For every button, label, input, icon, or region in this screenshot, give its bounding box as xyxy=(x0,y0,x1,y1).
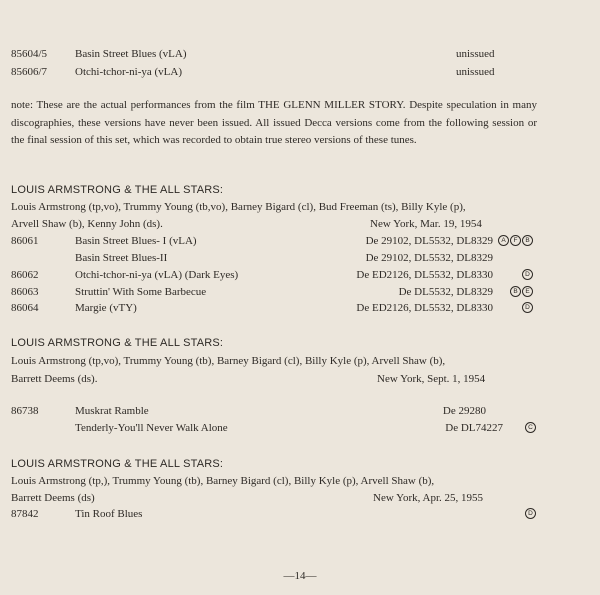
track-title: Struttin' With Some Barbecue xyxy=(75,286,207,298)
track-title: Tin Roof Blues xyxy=(75,508,143,520)
reissue-mark: D xyxy=(525,508,536,519)
personnel: Louis Armstrong (tp,vo), Trummy Young (tb), Barney Bigard (cl), Billy Kyle (p), Arvell Shaw (b), xyxy=(11,355,446,367)
issue-numbers: De DL74227 xyxy=(445,422,503,434)
reissue-marks xyxy=(509,285,533,298)
track-title: Basin Street Blues (vLA) xyxy=(75,48,187,60)
personnel: Louis Armstrong (tp,vo), Trummy Young (tb,vo), Barney Bigard (cl), Bud Freeman (ts), Billy Kyle (p), xyxy=(11,201,466,213)
reissue-marks xyxy=(524,421,536,434)
issue-numbers: De ED2126, DL5532, DL8330 xyxy=(356,269,493,281)
issue-numbers: De 29102, DL5532, DL8329 xyxy=(365,235,493,247)
track-title: Muskrat Ramble xyxy=(75,405,149,417)
matrix-number: 86061 xyxy=(11,235,39,247)
session-title: LOUIS ARMSTRONG & THE ALL STARS: xyxy=(11,337,224,349)
track-title: Basin Street Blues-II xyxy=(75,252,168,264)
issue-numbers: De ED2126, DL5532, DL8330 xyxy=(356,302,493,314)
matrix-number: 87842 xyxy=(11,508,39,520)
issue-status: unissued xyxy=(456,66,495,78)
personnel: Barrett Deems (ds) xyxy=(11,492,95,504)
track-title: Otchi-tchor-ni-ya (vLA) xyxy=(75,66,182,78)
place-date: New York, Apr. 25, 1955 xyxy=(373,492,484,504)
matrix-number: 86738 xyxy=(11,405,39,417)
reissue-mark: C xyxy=(525,422,536,433)
matrix-number: 86063 xyxy=(11,286,39,298)
reissue-mark: D xyxy=(522,302,533,313)
page-number: —14— xyxy=(283,570,317,582)
issue-status: unissued xyxy=(456,48,495,60)
place-date: New York, Mar. 19, 1954 xyxy=(370,218,482,230)
reissue-marks xyxy=(521,268,533,281)
issue-numbers: De 29102, DL5532, DL8329 xyxy=(365,252,493,264)
session-title: LOUIS ARMSTRONG & THE ALL STARS: xyxy=(11,184,224,196)
reissue-mark: A xyxy=(498,235,509,246)
reissue-marks xyxy=(497,234,533,247)
reissue-mark: E xyxy=(522,286,533,297)
reissue-mark: F xyxy=(510,235,521,246)
track-title: Basin Street Blues- I (vLA) xyxy=(75,235,197,247)
reissue-marks xyxy=(521,301,533,314)
place-date: New York, Sept. 1, 1954 xyxy=(377,373,486,385)
track-title: Margie (vTY) xyxy=(75,302,137,314)
personnel: Louis Armstrong (tp,), Trummy Young (tb), Barney Bigard (cl), Billy Kyle (p), Arvell Shaw (b), xyxy=(11,475,435,487)
reissue-mark: B xyxy=(510,286,521,297)
track-title: Otchi-tchor-ni-ya (vLA) (Dark Eyes) xyxy=(75,269,239,281)
matrix-number: 85606/7 xyxy=(11,66,48,78)
matrix-number: 86064 xyxy=(11,302,39,314)
note-paragraph: note: These are the actual performances from the film THE GLENN MILLER STORY. Despite speculation in many discographies, these versions have never been issued. All issued Decca versions come from the following session or the final session of this set, which was recorded to obtain true stereo versions of these tunes. xyxy=(11,99,537,146)
reissue-mark: D xyxy=(522,269,533,280)
matrix-number: 86062 xyxy=(11,269,39,281)
track-title: Tenderly-You'll Never Walk Alone xyxy=(75,422,228,434)
session-title: LOUIS ARMSTRONG & THE ALL STARS: xyxy=(11,458,224,470)
reissue-marks xyxy=(524,507,536,520)
personnel: Barrett Deems (ds). xyxy=(11,373,98,385)
reissue-mark: B xyxy=(522,235,533,246)
matrix-number: 85604/5 xyxy=(11,48,48,60)
personnel: Arvell Shaw (b), Kenny John (ds). xyxy=(11,218,163,230)
issue-numbers: De 29280 xyxy=(442,405,486,417)
issue-numbers: De DL5532, DL8329 xyxy=(398,286,493,298)
